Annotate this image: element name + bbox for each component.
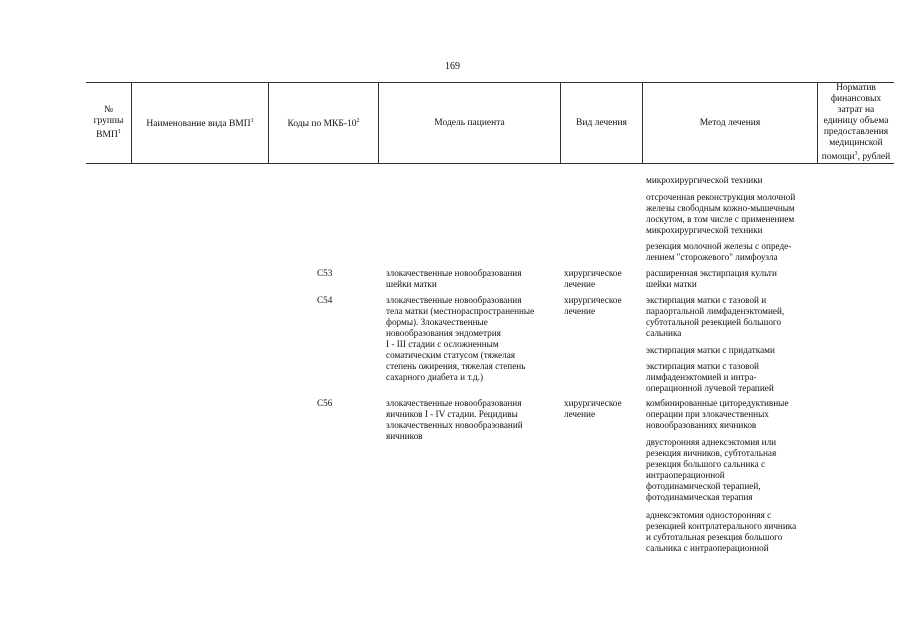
header-patient-model <box>378 83 560 163</box>
method-text: экстирпация матки с придатками <box>646 345 775 355</box>
method-text: двусторонняя аднексэктомия или резекция яичников, субтотальная резекция большого сальника с интраоперационной фотодинамической терапией, фотодинамическая терапия <box>646 437 777 502</box>
method-text: отсроченная реконструкция молочной железы свободным кожно-мышечным лоскутом, в том числе с применением микрохирургической техники <box>646 192 796 235</box>
icd-code: C53 <box>317 268 333 278</box>
header-financial-norm-label: Норматив финансовых затрат на единицу объема предоставления медицинской помощи <box>821 82 889 163</box>
method-text: микрохирургической техники <box>646 175 763 185</box>
header-icd-codes-label: Коды по МКБ-10 <box>287 119 357 130</box>
method-text: аднексэктомия односторонняя с резекцией контрлатерального яичника и субтотальная резекция большого сальника с интраоперационной <box>646 510 797 553</box>
patient-model: злокачественные новообразования шейки матки <box>386 268 522 289</box>
header-group-number <box>86 83 131 163</box>
header-icd-codes <box>268 83 378 163</box>
footnote-marker: 2 <box>356 117 360 124</box>
treatment-type: хирургическое лечение <box>564 398 622 419</box>
header-treatment-method-label: Метод лечения <box>699 117 761 128</box>
header-group-number-label: № группы ВМП <box>93 104 124 141</box>
page-number: 169 <box>445 61 460 72</box>
header-financial-norm <box>817 83 894 163</box>
header-patient-model-label: Модель пациента <box>434 117 505 128</box>
header-treatment-method <box>642 83 817 163</box>
method-text: экстирпация матки с тазовой лимфаденэктомией и интра- операционной лучевой терапией <box>646 361 774 393</box>
icd-code: C56 <box>317 398 333 408</box>
header-treatment-type-label: Вид лечения <box>576 117 627 128</box>
footnote-marker: 1 <box>117 128 121 135</box>
method-text: резекция молочной железы с опреде- лением "сторожевого" лимфоузла <box>646 241 792 262</box>
method-text: расширенная экстирпация культи шейки матки <box>646 268 777 289</box>
treatment-type: хирургическое лечение <box>564 268 622 289</box>
method-text: комбинированные циторедуктивные операции при злокачественных новообразованиях яичников <box>646 398 789 430</box>
treatment-type: хирургическое лечение <box>564 295 622 316</box>
footnote-marker: 3 <box>854 150 858 157</box>
patient-model: злокачественные новообразования яичников I - IV стадии. Рецидивы злокачественных новообразований яичников <box>386 398 523 441</box>
patient-model: злокачественные новообразования тела матки (местнораспространенные формы). Злокачественные новообразования эндометрия I - III стадии с осложненным соматическим статусом (тяжелая степень ожирения, тяжелая степень сахарного диабета и т.д.) <box>386 295 535 382</box>
table-header <box>86 82 894 164</box>
header-treatment-type <box>560 83 642 163</box>
header-vmp-name <box>131 83 268 163</box>
footnote-marker: 1 <box>250 117 254 124</box>
header-vmp-name-label: Наименование вида ВМП <box>146 119 251 130</box>
icd-code: C54 <box>317 295 333 305</box>
method-text: экстирпация матки с тазовой и параортальной лимфаденэктомией, субтотальной резекцией большого сальника <box>646 295 785 338</box>
header-financial-norm-unit: , рублей <box>857 152 891 163</box>
